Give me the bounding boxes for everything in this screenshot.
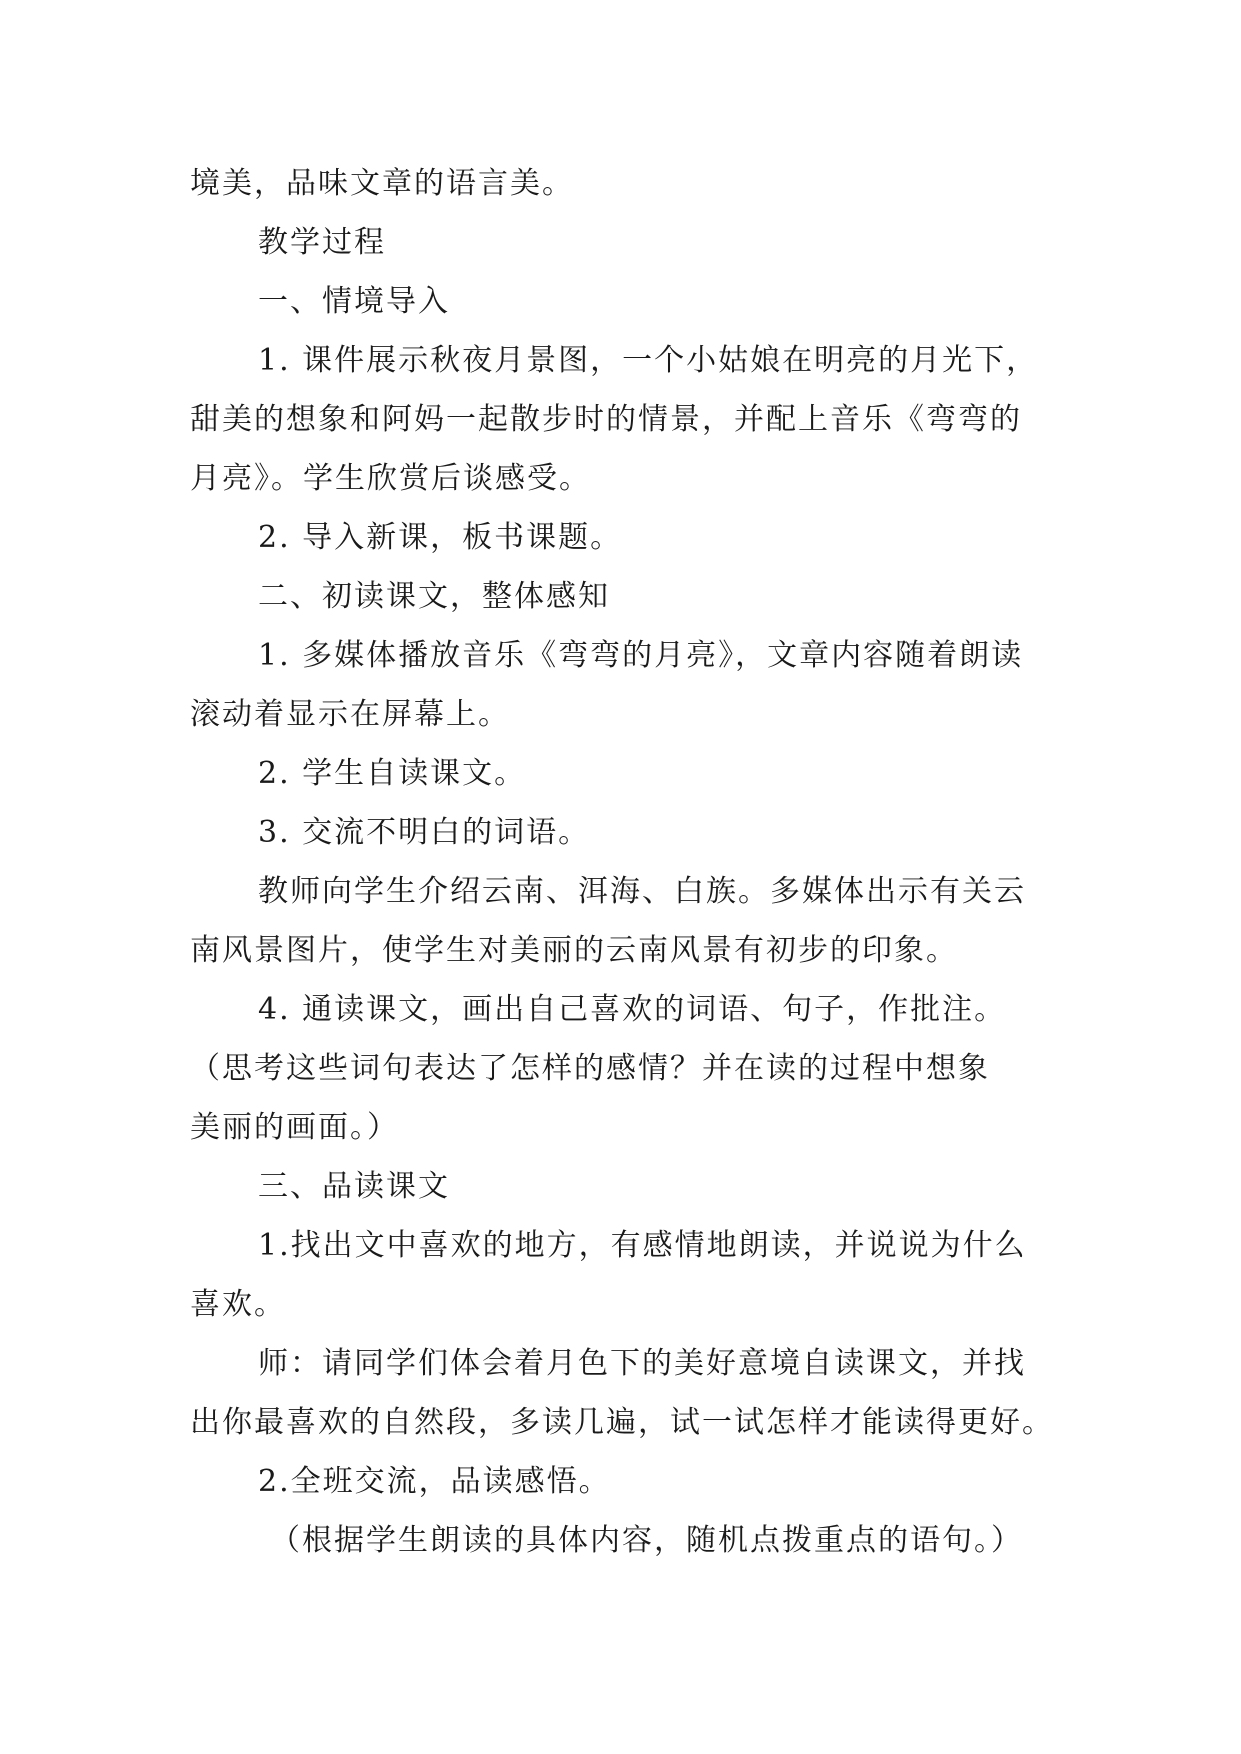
section-heading: 一、情境导入 [258,284,450,319]
text-line: （思考这些词句表达了怎样的感情？并在读的过程中想象 [190,1051,990,1086]
document-body [190,154,1060,1570]
text-line: 南风景图片，使学生对美丽的云南风景有初步的印象。 [190,933,958,968]
text-line: 2.全班交流，品读感悟。 [258,1464,611,1499]
text-line: 教师向学生介绍云南、洱海、白族。多媒体出示有关云 [258,874,1026,909]
text-line: 3. 交流不明白的词语。 [258,815,591,850]
text-line: 美丽的画面。） [190,1110,399,1145]
text-line: 2. 导入新课，板书课题。 [258,520,623,555]
text-line: 甜美的想象和阿妈一起散步时的情景，并配上音乐《弯弯的 [190,402,1022,437]
text-line: （根据学生朗读的具体内容，随机点拨重点的语句。） [270,1523,1023,1558]
text-line: 4. 通读课文，画出自己喜欢的词语、句子，作批注。 [258,992,1007,1027]
text-line: 2. 学生自读课文。 [258,756,527,791]
text-line: 1. 多媒体播放音乐《弯弯的月亮》，文章内容随着朗读 [258,638,1024,673]
text-line: 师：请同学们体会着月色下的美好意境自读课文，并找 [258,1346,1026,1381]
text-line: 月亮》。学生欣赏后谈感受。 [190,461,591,496]
text-line: 1. 课件展示秋夜月景图，一个小姑娘在明亮的月光下， [258,343,1039,378]
text-line: 1.找出文中喜欢的地方，有感情地朗读，并说说为什么 [258,1228,1027,1263]
section-heading: 三、品读课文 [258,1169,450,1204]
text-line: 滚动着显示在屏幕上。 [190,697,510,732]
text-line: 出你最喜欢的自然段，多读几遍，试一试怎样才能读得更好。 [190,1405,1054,1440]
text-line: 喜欢。 [190,1287,286,1322]
text-line: 境美，品味文章的语言美。 [190,166,574,201]
section-heading: 二、初读课文，整体感知 [258,579,610,614]
section-heading: 教学过程 [258,225,386,260]
